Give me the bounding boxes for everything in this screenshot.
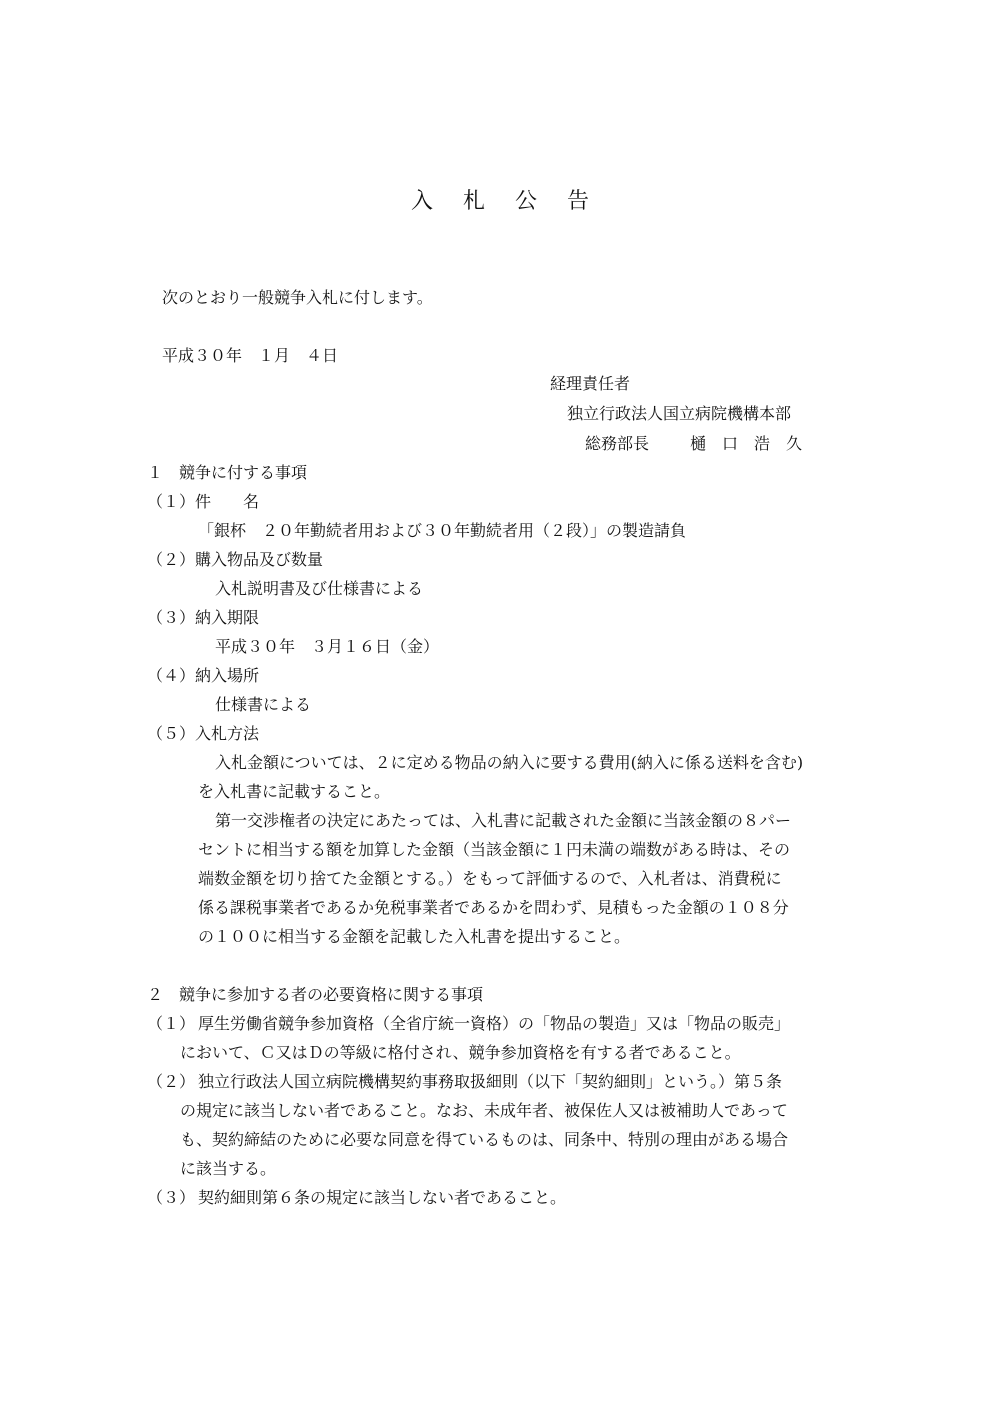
item-label: （１） — [147, 1014, 196, 1033]
section1-heading: １ 競争に付する事項 — [147, 463, 308, 482]
item-body: に該当する。 — [180, 1159, 277, 1178]
item-label: （３）納入期限 — [147, 608, 260, 627]
issuer-role: 経理責任者 — [550, 374, 631, 393]
issue-date: 平成３０年 １月 ４日 — [162, 346, 339, 365]
item-body: 平成３０年 ３月１６日（金） — [215, 637, 440, 656]
item-body: 入札説明書及び仕様書による — [215, 579, 424, 598]
item-body: 仕様書による — [215, 695, 312, 714]
item-body: 「銀杯 ２０年勤続者用および３０年勤続者用（２段）」の製造請負 — [198, 521, 687, 540]
item-body: 端数金額を切り捨てた金額とする。）をもって評価するので、入札者は、消費税に — [198, 869, 782, 888]
item-body: 厚生労働省競争参加資格（全省庁統一資格）の「物品の製造」又は「物品の販売」 — [198, 1014, 791, 1033]
title-char: 告 — [567, 189, 590, 214]
item-body: 第一交渉権者の決定にあたっては、入札書に記載された金額に当該金額の８パー — [215, 811, 792, 830]
title-char: 入 — [410, 189, 433, 214]
title-char: 公 — [515, 189, 538, 214]
item-body: 係る課税事業者であるか免税事業者であるかを問わず、見積もった金額の１０８分 — [198, 898, 789, 917]
item-label: （５）入札方法 — [147, 724, 260, 743]
issuer-position: 総務部長 — [585, 434, 650, 453]
item-label: （３） — [147, 1188, 196, 1207]
section2-heading: ２ 競争に参加する者の必要資格に関する事項 — [147, 985, 484, 1004]
title-char: 札 — [462, 189, 485, 214]
intro-text: 次のとおり一般競争入札に付します。 — [162, 288, 433, 307]
item-body: も、契約締結のために必要な同意を得ているものは、同条中、特別の理由がある場合 — [180, 1130, 789, 1149]
issuer-name: 樋 口 浩 久 — [690, 434, 803, 453]
item-body: 契約細則第６条の規定に該当しない者であること。 — [198, 1188, 567, 1207]
item-label: （４）納入場所 — [147, 666, 260, 685]
item-body: の１００に相当する金額を記載した入札書を提出すること。 — [198, 927, 631, 946]
item-label: （１）件 名 — [147, 492, 260, 511]
issuer-organization: 独立行政法人国立病院機構本部 — [567, 404, 792, 423]
item-body: の規定に該当しない者であること。なお、未成年者、被保佐人又は被補助人であって — [180, 1101, 788, 1120]
item-body: を入札書に記載すること。 — [198, 782, 391, 801]
item-body: セントに相当する額を加算した金額（当該金額に１円未満の端数がある時は、その — [198, 840, 791, 859]
document-title — [0, 184, 1000, 215]
item-body: において、Ｃ又はＤの等級に格付され、競争参加資格を有する者であること。 — [180, 1043, 741, 1062]
item-label: （２） — [147, 1072, 196, 1091]
item-body: 入札金額については、２に定める物品の納入に要する費用(納入に係る送料を含む) — [215, 753, 804, 772]
item-label: （２）購入物品及び数量 — [147, 550, 324, 569]
item-body: 独立行政法人国立病院機構契約事務取扱細則（以下「契約細則」という。）第５条 — [198, 1072, 783, 1091]
